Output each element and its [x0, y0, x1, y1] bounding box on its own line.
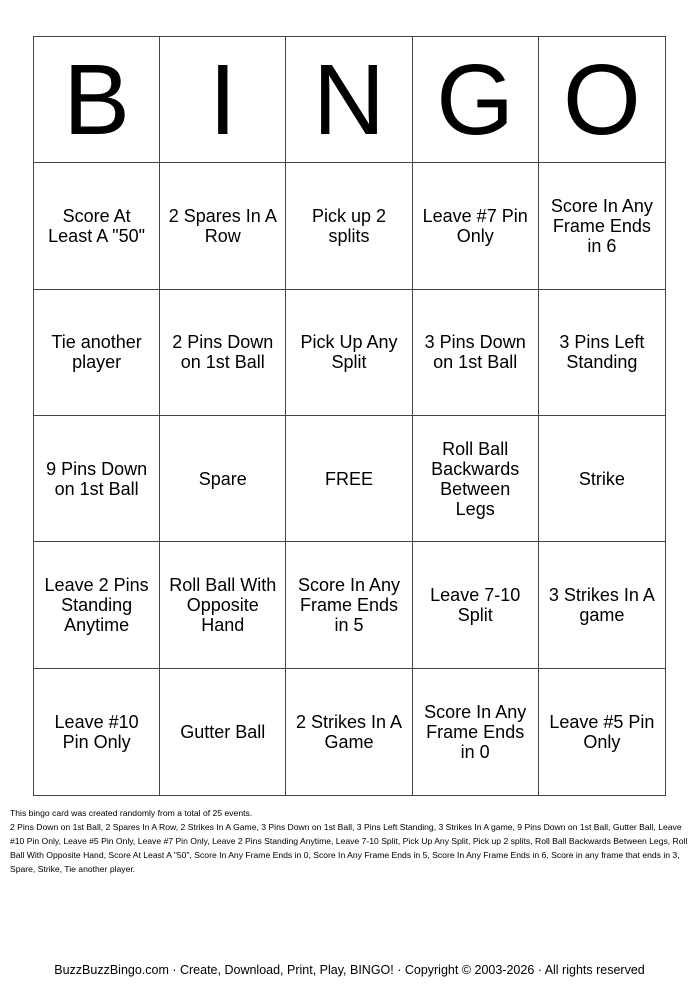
header-letter-g: G — [413, 37, 539, 163]
bingo-cell: Leave #7 Pin Only — [413, 163, 539, 289]
bingo-cell: Strike — [539, 416, 665, 542]
bingo-cell: Pick up 2 splits — [286, 163, 412, 289]
header-letter-i: I — [160, 37, 286, 163]
bingo-cell: Leave #5 Pin Only — [549, 711, 655, 752]
free-space-cell: FREE — [286, 416, 412, 542]
header-letter-b: B — [34, 37, 160, 163]
bingo-cell: Score In Any Frame Ends in 5 — [286, 542, 412, 668]
bingo-cell: 3 Strikes In A game — [539, 542, 665, 668]
page-footer: BuzzBuzzBingo.com · Create, Download, Print, Play, BINGO! · Copyright © 2003-2026 · All rights reserved — [54, 963, 645, 977]
bingo-card — [33, 36, 666, 796]
bingo-cell: Spare — [160, 416, 286, 542]
card-note-events: 2 Pins Down on 1st Ball, 2 Spares In A Row, 2 Strikes In A Game, 3 Pins Down on 1st Ball, 3 Pins Left Standing, 3 Strikes In A game, 9 Pins Down on 1st Ball, Gutter Ball, Leave #10 Pin Only, Leave #5 Pin Only, Leave #7 Pin Only, Leave 2 Pins Standing Anytime, Leave 7-10 Split, Pick Up Any Split, Pick up 2 splits, Roll Ball Backwards Between Legs, Roll Ball With Opposite Hand, Score At Least A "50", Score In Any Frame Ends in 0, Score In Any Frame Ends in 5, Score In Any Frame Ends in 6, Score in any frame that ends in 3, Spare, Strike, Tie another player. — [10, 822, 688, 874]
bingo-cell: Score In Any Frame Ends in 6 — [539, 163, 665, 289]
header-letter-n: N — [286, 37, 412, 163]
bingo-cell: 2 Strikes In A Game — [286, 669, 412, 795]
bingo-cell: 3 Pins Down on 1st Ball — [413, 290, 539, 416]
header-letter-o: O — [539, 37, 665, 163]
bingo-cell: 2 Pins Down on 1st Ball — [160, 290, 286, 416]
bingo-cell: Leave #10 Pin Only — [34, 669, 160, 795]
bingo-cell: Leave 2 Pins Standing Anytime — [34, 542, 160, 668]
card-note — [10, 806, 690, 876]
bingo-cell: 2 Spares In A Row — [160, 163, 286, 289]
bingo-cell: Leave 7-10 Split — [413, 542, 539, 668]
bingo-cell: Score At Least A "50" — [34, 163, 160, 289]
bingo-cell: 9 Pins Down on 1st Ball — [34, 416, 160, 542]
bingo-cell: Gutter Ball — [160, 669, 286, 795]
bingo-cell: Pick Up Any Split — [286, 290, 412, 416]
card-note-summary: This bingo card was created randomly from a total of 25 events. — [10, 808, 253, 818]
bingo-cell: 3 Pins Left Standing — [539, 290, 665, 416]
bingo-cell: Tie another player — [34, 290, 160, 416]
bingo-cell: Roll Ball With Opposite Hand — [160, 542, 286, 668]
bingo-cell: Roll Ball Backwards Between Legs — [413, 416, 539, 542]
bingo-cell: Score In Any Frame Ends in 0 — [413, 669, 539, 795]
